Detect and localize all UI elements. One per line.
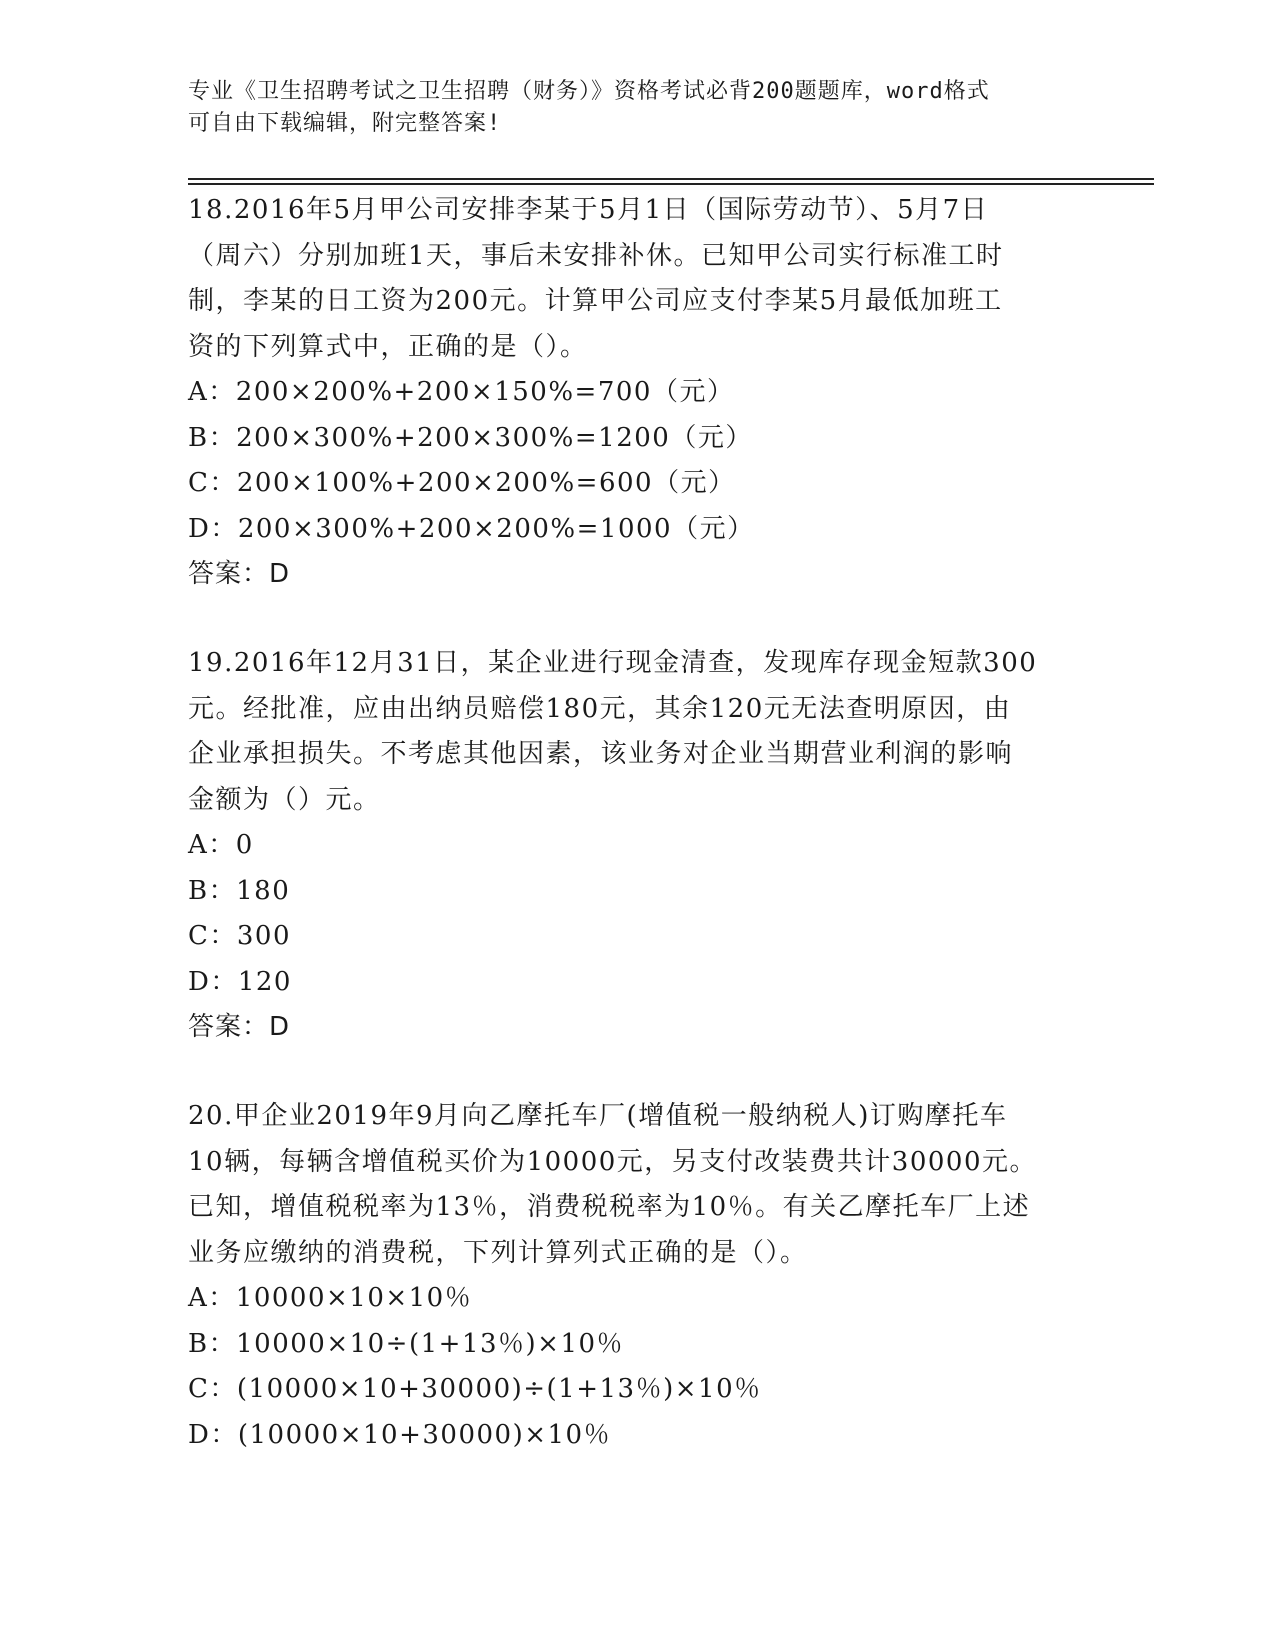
option-d: D：200×300%+200×200%=1000（元）	[188, 513, 755, 544]
question-19	[188, 641, 1037, 1051]
option-c: C：200×100%+200×200%=600（元）	[188, 468, 736, 498]
stem-line: 企业承担损失。不考虑其他因素，该业务对企业当期营业利润的影响	[188, 739, 1014, 769]
header-rule-top	[188, 178, 1154, 180]
option-b: B：10000×10÷(1+13％)×10％	[188, 1328, 625, 1359]
question-stem	[188, 188, 1004, 370]
option-a: A：10000×10×10％	[188, 1283, 473, 1313]
stem-line: 金额为（）元。	[188, 784, 381, 815]
option-b: B：200×300%+200×300%=1200（元）	[188, 422, 753, 453]
question-stem	[188, 641, 1037, 823]
stem-line: 元。经批准，应由出纳员赔偿180元，其余120元无法查明原因，由	[188, 693, 1012, 724]
stem-line: 19.2016年12月31日，某企业进行现金清查，发现库存现金短款300	[188, 648, 1038, 678]
answer-label: 答案：D	[188, 559, 291, 589]
stem-line: 20.甲企业2019年9月向乙摩托车厂(增值税一般纳税人)订购摩托车	[188, 1101, 1008, 1131]
option-a: A：200×200%+200×150%=700（元）	[188, 377, 735, 407]
question-stem	[188, 1094, 1037, 1276]
stem-line: 资的下列算式中，正确的是（）。	[188, 331, 588, 362]
stem-line: 制，李某的日工资为200元。计算甲公司应支付李某5月最低加班工	[188, 286, 1003, 316]
question-18	[188, 188, 1004, 598]
stem-line: 业务应缴纳的消费税，下列计算列式正确的是（）。	[188, 1237, 808, 1268]
document-header	[188, 76, 1068, 140]
option-d: D：120	[188, 966, 292, 997]
option-c: C：(10000×10+30000)÷(1+13％)×10％	[188, 1374, 762, 1404]
header-title-line-2: 可自由下载编辑，附完整答案!	[188, 111, 502, 136]
stem-line: 已知，增值税税率为13％，消费税税率为10％。有关乙摩托车厂上述	[188, 1192, 1031, 1222]
option-a: A：0	[188, 830, 254, 860]
answer-label: 答案：D	[188, 1012, 291, 1042]
stem-line: 10辆，每辆含增值税买价为10000元，另支付改装费共计30000元。	[188, 1146, 1038, 1177]
header-rule-bottom	[188, 183, 1154, 185]
header-title-line-1: 专业《卫生招聘考试之卫生招聘（财务）》资格考试必背200题题库，word格式	[188, 79, 990, 104]
option-c: C：300	[188, 921, 292, 951]
question-20	[188, 1094, 1037, 1458]
stem-line: （周六）分别加班1天，事后未安排补休。已知甲公司实行标准工时	[188, 240, 1004, 271]
option-b: B：180	[188, 875, 291, 906]
option-d: D：(10000×10+30000)×10％	[188, 1419, 612, 1450]
stem-line: 18.2016年5月甲公司安排李某于5月1日（国际劳动节）、5月7日	[188, 195, 989, 225]
